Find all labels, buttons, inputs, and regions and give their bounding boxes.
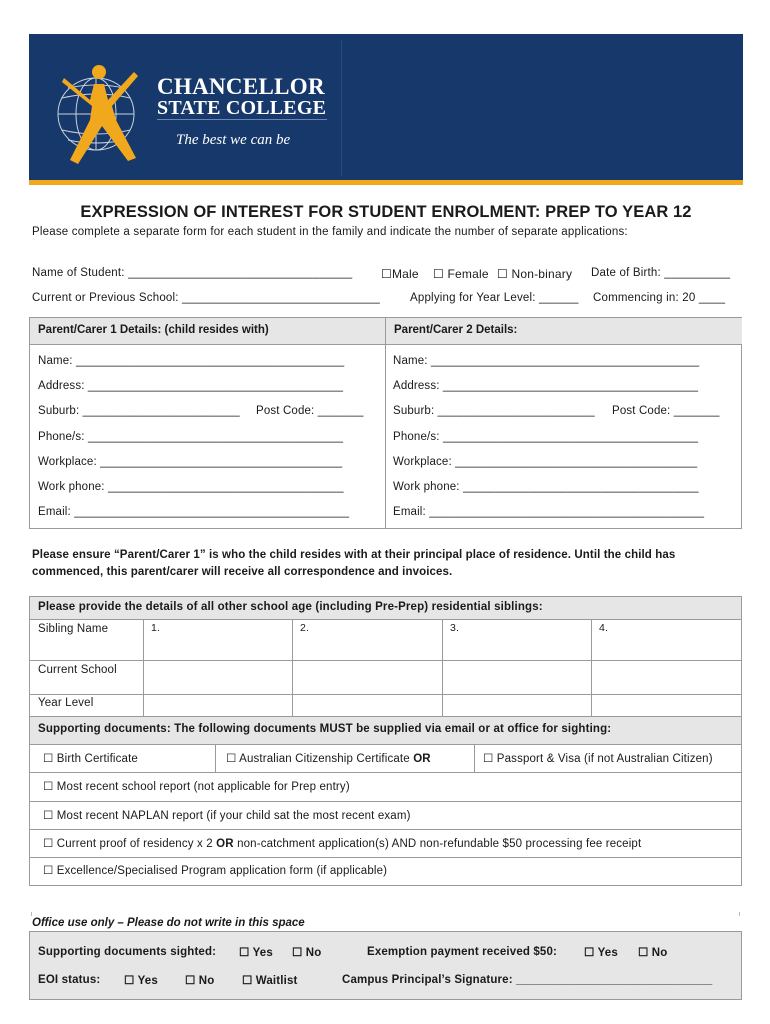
- parent-carer-table: [29, 317, 742, 529]
- carer1-address-field[interactable]: Address: _______________________________________: [38, 380, 344, 392]
- office-use-box: [29, 931, 742, 1000]
- naplan-report-checkbox[interactable]: ☐ Most recent NAPLAN report (if your child sat the most recent exam): [43, 810, 411, 822]
- carer2-email-field[interactable]: Email: __________________________________________: [393, 506, 705, 518]
- carer-table-divider: [385, 318, 386, 528]
- current-school-label: Current School: [38, 664, 117, 676]
- eoi-yes-checkbox[interactable]: ☐ Yes: [124, 975, 158, 987]
- carer1-workplace-field[interactable]: Workplace: _____________________________________: [38, 456, 343, 468]
- gender-male-checkbox[interactable]: ☐Male: [381, 267, 419, 281]
- documents-header: Supporting documents: The following documents MUST be supplied via email or at office for sighting:: [38, 723, 612, 735]
- birth-certificate-checkbox[interactable]: ☐ Birth Certificate: [43, 753, 138, 765]
- header-divider: [341, 40, 342, 176]
- carer1-phone-field[interactable]: Phone/s: _______________________________________: [38, 431, 344, 443]
- commencing-year-field[interactable]: Commencing in: 20 ____: [593, 292, 726, 304]
- documents-sighted-label: Supporting documents sighted:: [38, 946, 217, 958]
- carer2-address-field[interactable]: Address: _______________________________________: [393, 380, 699, 392]
- carer1-name-field[interactable]: Name: _________________________________________: [38, 355, 345, 367]
- school-name-line2: STATE COLLEGE: [157, 97, 327, 119]
- school-tagline: The best we can be: [176, 132, 291, 148]
- carer2-phone-field[interactable]: Phone/s: _______________________________________: [393, 431, 699, 443]
- exemption-yes-checkbox[interactable]: ☐ Yes: [584, 947, 618, 959]
- carer2-workphone-field[interactable]: Work phone: ____________________________________: [393, 481, 699, 493]
- sibling-col-1: 1.: [151, 622, 161, 634]
- carer1-email-field[interactable]: Email: __________________________________________: [38, 506, 350, 518]
- carer1-postcode-field[interactable]: Post Code: _______: [256, 405, 364, 417]
- sibling-col-4: 4.: [599, 622, 609, 634]
- date-of-birth-field[interactable]: Date of Birth: __________: [591, 267, 731, 279]
- carer1-suburb-field[interactable]: Suburb: ________________________: [38, 405, 240, 417]
- sighted-yes-checkbox[interactable]: ☐ Yes: [239, 947, 273, 959]
- carer2-workplace-field[interactable]: Workplace: _____________________________________: [393, 456, 698, 468]
- excellence-program-checkbox[interactable]: ☐ Excellence/Specialised Program application form (if applicable): [43, 865, 388, 877]
- year-level-label: Year Level: [38, 697, 94, 709]
- sibling-name-label: Sibling Name: [38, 623, 109, 635]
- header-accent-stripe: [29, 180, 743, 185]
- previous-school-field[interactable]: Current or Previous School: ______________________________: [32, 292, 380, 304]
- siblings-header: Please provide the details of all other school age (including Pre-Prep) residential siblings:: [38, 601, 543, 613]
- school-report-checkbox[interactable]: ☐ Most recent school report (not applicable for Prep entry): [43, 781, 350, 793]
- exemption-no-checkbox[interactable]: ☐ No: [638, 947, 668, 959]
- eoi-status-label: EOI status:: [38, 974, 101, 986]
- sibling-col-3: 3.: [450, 622, 460, 634]
- carer1-workphone-field[interactable]: Work phone: ____________________________________: [38, 481, 344, 493]
- gender-female-checkbox[interactable]: ☐ Female: [433, 267, 489, 281]
- residency-proof-checkbox[interactable]: ☐ Current proof of residency x 2 OR non-catchment application(s) AND non-refundable $50 processing fee receipt: [43, 838, 642, 850]
- carer2-postcode-field[interactable]: Post Code: _______: [612, 405, 720, 417]
- school-name-line1: CHANCELLOR: [157, 74, 325, 99]
- residence-notice: Please ensure “Parent/Carer 1” is who the child resides with at their principal place of residence. Until the child has commenced, this parent/carer will receive all correspondence and invoices.: [32, 549, 676, 578]
- principal-signature-field[interactable]: Campus Principal’s Signature: ______________________________: [342, 974, 713, 986]
- eoi-waitlist-checkbox[interactable]: ☐ Waitlist: [242, 975, 298, 987]
- siblings-documents-table: [29, 596, 742, 886]
- carer2-name-field[interactable]: Name: _________________________________________: [393, 355, 700, 367]
- form-subtitle: Please complete a separate form for each student in the family and indicate the number of separate applications:: [32, 226, 628, 238]
- form-title: EXPRESSION OF INTEREST FOR STUDENT ENROLMENT: PREP TO YEAR 12: [80, 203, 692, 221]
- sighted-no-checkbox[interactable]: ☐ No: [292, 947, 322, 959]
- eoi-no-checkbox[interactable]: ☐ No: [185, 975, 215, 987]
- student-name-field[interactable]: Name of Student: __________________________________: [32, 267, 353, 279]
- carer1-header: Parent/Carer 1 Details: (child resides with): [30, 318, 385, 345]
- gender-nonbinary-checkbox[interactable]: ☐ Non-binary: [497, 267, 573, 281]
- school-logo-icon: [52, 60, 152, 166]
- citizenship-certificate-checkbox[interactable]: ☐ Australian Citizenship Certificate OR: [226, 753, 431, 765]
- carer2-suburb-field[interactable]: Suburb: ________________________: [393, 405, 595, 417]
- carer2-header: Parent/Carer 2 Details:: [386, 318, 742, 345]
- logo-underline: [157, 119, 327, 120]
- year-level-field[interactable]: Applying for Year Level: ______: [410, 292, 579, 304]
- passport-visa-checkbox[interactable]: ☐ Passport & Visa (if not Australian Citizen): [483, 753, 713, 765]
- office-use-title: Office use only – Please do not write in this space: [32, 917, 305, 929]
- sibling-col-2: 2.: [300, 622, 310, 634]
- exemption-payment-label: Exemption payment received $50:: [367, 946, 558, 958]
